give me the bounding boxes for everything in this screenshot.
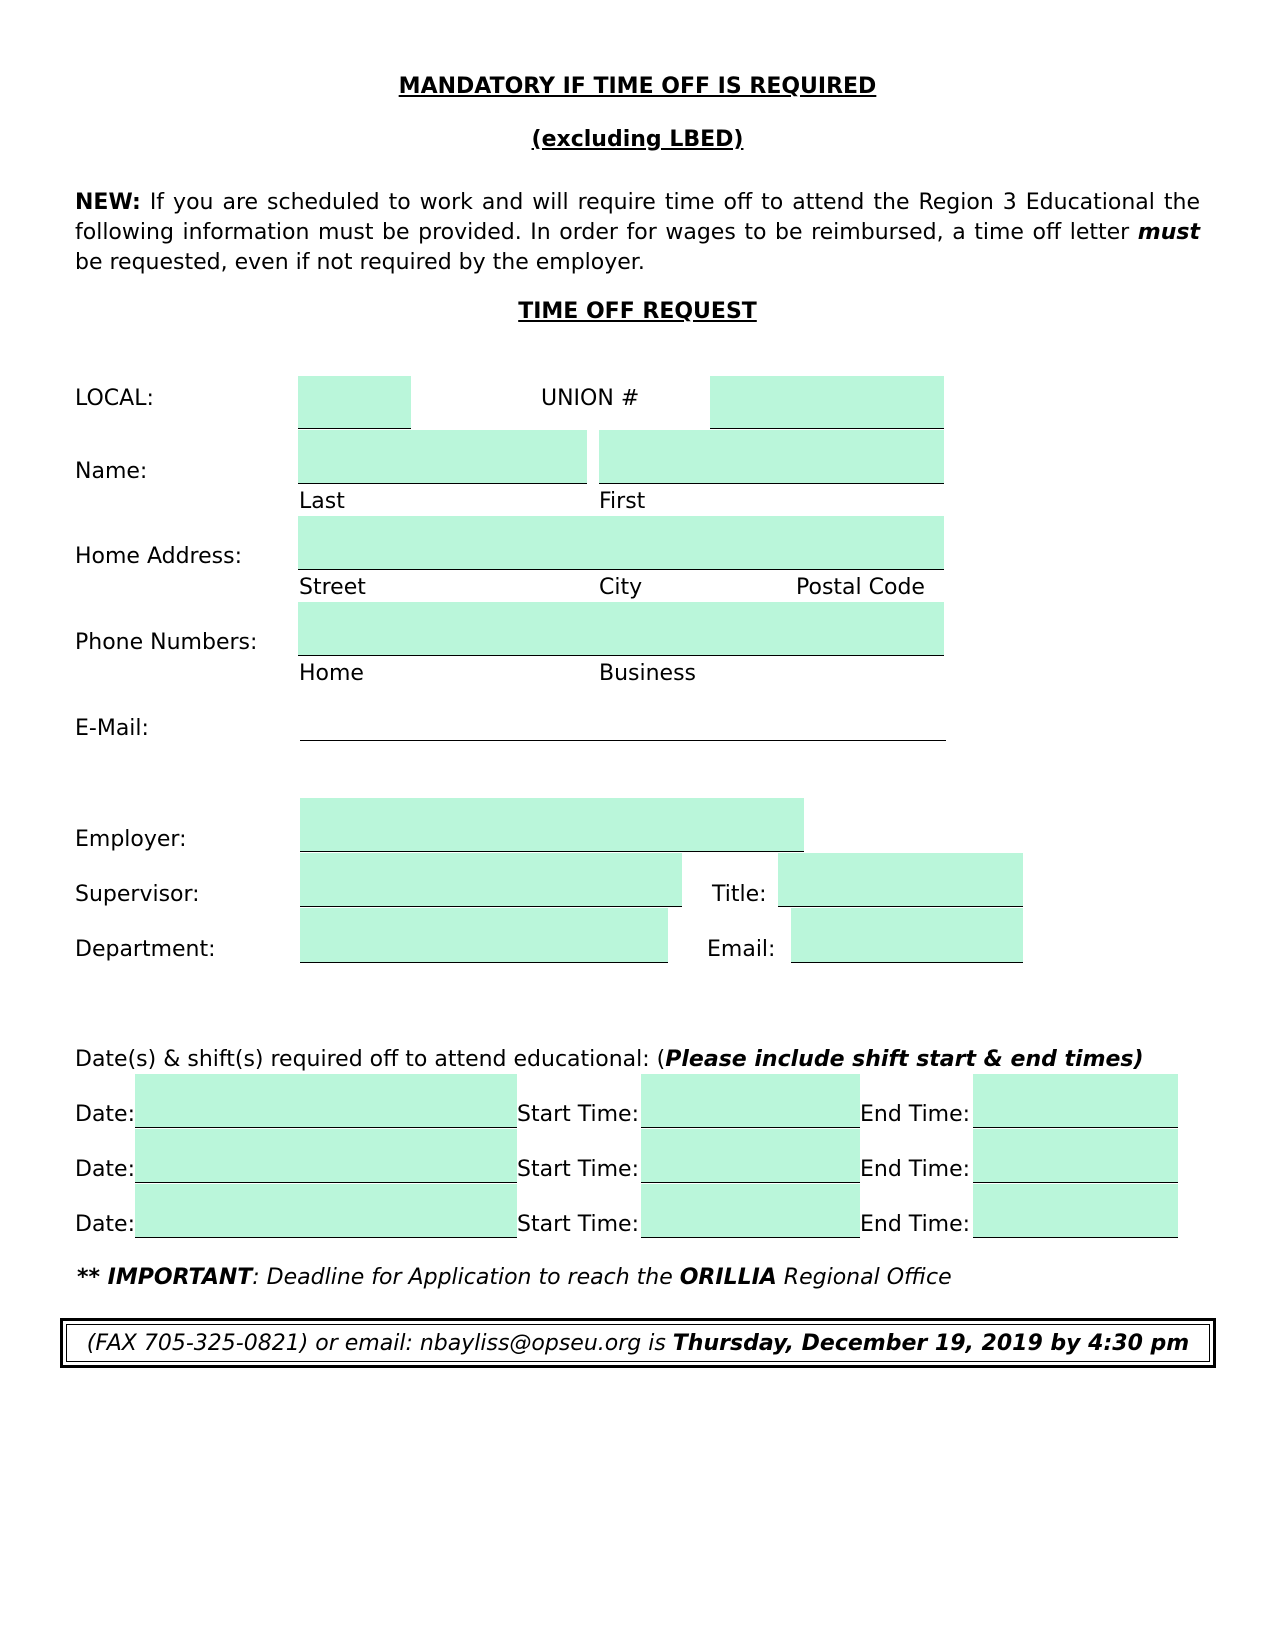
intro-paragraph xyxy=(75,188,1200,278)
office-name: ORILLIA xyxy=(679,1265,777,1290)
start-time-field[interactable] xyxy=(641,1129,860,1183)
schedule-intro-text: Date(s) & shift(s) required off to attend educational: ( xyxy=(75,1047,666,1072)
local-label: LOCAL: xyxy=(75,386,154,411)
schedule-intro xyxy=(75,1046,1144,1074)
local-field[interactable] xyxy=(298,376,411,429)
home-address-field[interactable] xyxy=(298,516,944,570)
deadline-text xyxy=(66,1324,1210,1362)
date-label: Date: xyxy=(75,1212,135,1237)
supervisor-label: Supervisor: xyxy=(75,882,200,907)
page-title: MANDATORY IF TIME OFF IS REQUIRED xyxy=(398,74,877,99)
end-time-field[interactable] xyxy=(973,1074,1178,1128)
last-name-caption: Last xyxy=(299,489,345,514)
last-name-field[interactable] xyxy=(298,430,587,484)
date-field[interactable] xyxy=(135,1129,517,1183)
date-field[interactable] xyxy=(135,1184,517,1238)
home-phone-caption: Home xyxy=(299,661,364,686)
dept-email-label: Email: xyxy=(707,937,776,962)
department-field[interactable] xyxy=(300,908,668,963)
end-time-field[interactable] xyxy=(973,1184,1178,1238)
union-label: UNION # xyxy=(541,386,640,411)
deadline-box xyxy=(60,1318,1216,1368)
intro-emphasis: must xyxy=(1137,220,1200,245)
end-time-field[interactable] xyxy=(973,1129,1178,1183)
intro-lead: NEW: xyxy=(75,190,141,215)
first-name-field[interactable] xyxy=(599,430,944,484)
email-line[interactable] xyxy=(300,740,946,741)
business-phone-caption: Business xyxy=(599,661,697,686)
intro-text-1: If you are scheduled to work and will require time off to attend the Region 3 Educational the following information must be provided. In order for wages to be reimbursed, a time off letter xyxy=(75,190,1200,245)
phone-numbers-field[interactable] xyxy=(298,602,944,656)
employer-label: Employer: xyxy=(75,827,187,852)
employer-field[interactable] xyxy=(300,798,804,852)
date-field[interactable] xyxy=(135,1074,517,1128)
date-label: Date: xyxy=(75,1157,135,1182)
schedule-intro-emphasis: Please include shift start & end times) xyxy=(665,1047,1144,1072)
address-label: Home Address: xyxy=(75,544,242,569)
end-time-label: End Time: xyxy=(860,1212,971,1237)
department-label: Department: xyxy=(75,937,216,962)
page-subtitle: (excluding LBED) xyxy=(531,127,744,152)
important-prefix: ** IMPORTANT xyxy=(77,1265,253,1290)
start-time-label: Start Time: xyxy=(517,1212,639,1237)
title-label: Title: xyxy=(712,882,767,907)
date-label: Date: xyxy=(75,1102,135,1127)
start-time-label: Start Time: xyxy=(517,1157,639,1182)
name-label: Name: xyxy=(75,459,148,484)
start-time-field[interactable] xyxy=(641,1184,860,1238)
section-title: TIME OFF REQUEST xyxy=(518,299,757,324)
important-suffix: Regional Office xyxy=(776,1265,952,1290)
city-caption: City xyxy=(599,575,643,600)
end-time-label: End Time: xyxy=(860,1157,971,1182)
intro-text-2: be requested, even if not required by the employer. xyxy=(75,250,645,275)
union-number-field[interactable] xyxy=(710,376,944,429)
dept-email-field[interactable] xyxy=(791,908,1023,963)
postal-code-caption: Postal Code xyxy=(796,575,925,600)
first-name-caption: First xyxy=(599,489,646,514)
start-time-label: Start Time: xyxy=(517,1102,639,1127)
important-text: : Deadline for Application to reach the xyxy=(252,1265,680,1290)
important-notice xyxy=(77,1264,952,1292)
street-caption: Street xyxy=(299,575,366,600)
phone-label: Phone Numbers: xyxy=(75,630,258,655)
start-time-field[interactable] xyxy=(641,1074,860,1128)
title-field[interactable] xyxy=(778,853,1023,907)
email-label: E-Mail: xyxy=(75,716,149,741)
deadline-date: Thursday, December 19, 2019 by 4:30 pm xyxy=(672,1331,1190,1356)
deadline-contact: (FAX 705-325-0821) or email: nbayliss@opseu.org is xyxy=(86,1331,673,1356)
end-time-label: End Time: xyxy=(860,1102,971,1127)
supervisor-field[interactable] xyxy=(300,853,682,907)
